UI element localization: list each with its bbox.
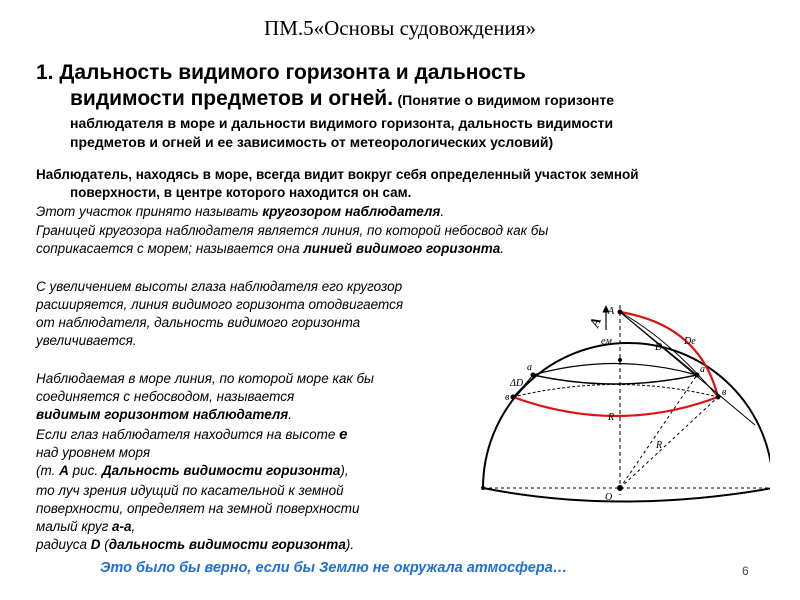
point-mid-circle — [618, 358, 622, 362]
section-heading-text: Дальность видимого горизонта и дальность — [59, 61, 526, 84]
para4-line1: С увеличением высоты глаза наблюдателя его кругозор — [36, 279, 403, 294]
para6-line6-c: , — [131, 519, 136, 534]
para6-line6-a: малый круг — [36, 519, 113, 534]
label-v-left: в — [505, 392, 510, 403]
para6-line3-a: (т. — [36, 463, 60, 478]
para4-line2: расширяется, линия видимого горизонта отодвигается — [36, 297, 404, 312]
para6-line3-e: ), — [340, 463, 349, 478]
label-eM: eм — [601, 336, 612, 347]
para5-term: видимым горизонтом наблюдателя — [36, 407, 289, 422]
point-a-right — [695, 373, 700, 378]
section-heading-line1 — [36, 60, 526, 86]
para6-line3-d: Дальность видимости горизонта — [101, 463, 341, 478]
para4-line4: увеличивается. — [36, 333, 137, 348]
section-heading-line2-text: видимости предметов и огней. — [70, 87, 394, 110]
para5-line3 — [36, 406, 292, 424]
horizon-diagram — [470, 295, 770, 525]
para6-line1-text: Если глаз наблюдателя находится на высоте — [36, 427, 340, 442]
point-v-left — [511, 395, 516, 400]
para1-line1: Наблюдатель, находясь в море, всегда видит вокруг себя определенный участок земной — [36, 167, 639, 182]
para5-line2: соединяется с небосводом, называется — [36, 389, 295, 404]
para6-line3-c: рис. — [68, 463, 102, 478]
point-a-left — [531, 373, 536, 378]
para6-line3 — [36, 462, 349, 480]
para6-line7-a: радиуса — [36, 537, 91, 552]
label-De: Dе — [684, 336, 696, 347]
radius-to-a — [620, 375, 697, 488]
label-delta-d: ΔD — [510, 378, 524, 389]
para3-line2 — [36, 240, 504, 258]
section-number: 1. — [36, 61, 54, 84]
section-subtitle-line3: предметов и огней и ее зависимость от метеорологических условий) — [70, 134, 554, 150]
section-subtitle-line2: наблюдателя в море и дальности видимого горизонта, дальность видимости — [70, 115, 614, 131]
para5-end: . — [288, 407, 292, 422]
para6-line7-d: дальность видимости горизонта — [108, 537, 346, 552]
para6-line6 — [36, 518, 135, 536]
para6-line7-e: ). — [345, 537, 355, 552]
label-height-arrow: A — [587, 315, 606, 330]
para6-line5: поверхности, определяет на земной поверхности — [36, 501, 360, 516]
para6-line3-b: А — [59, 463, 69, 478]
small-circle-a-back — [533, 364, 697, 376]
label-D: D — [655, 342, 663, 353]
label-v-right: в — [722, 387, 727, 398]
para6-line1 — [36, 426, 347, 444]
para6-line7-b: D — [90, 537, 101, 552]
para6-line4: то луч зрения идущий по касательной к земной — [36, 483, 344, 498]
point-v-right — [716, 395, 721, 400]
para4-line3: от наблюдателя, дальность видимого горизонта — [36, 315, 361, 330]
base-arc — [483, 488, 770, 502]
label-R-vertical: R — [608, 412, 615, 423]
label-R-diag: R — [656, 440, 663, 451]
section-subtitle-line1: (Понятие о видимом горизонте — [397, 92, 615, 108]
point-O — [617, 485, 623, 491]
horizon-circle-back — [513, 385, 718, 398]
label-A: A — [608, 306, 615, 317]
label-O: O — [605, 492, 613, 503]
para3-line2-text: соприкасается с морем; называется она — [36, 241, 304, 256]
para3-term: линией видимого горизонта — [303, 241, 501, 256]
para6-line6-b: а-а — [112, 519, 132, 534]
para6-line2: над уровнем моря — [36, 445, 151, 460]
para5-line1: Наблюдаемая в море линия, по которой море как бы — [36, 371, 374, 386]
page-title: ПМ.5«Основы судовождения» — [264, 16, 536, 40]
tangent-line — [620, 312, 755, 425]
label-a-left: a — [527, 362, 532, 373]
page-number: 6 — [742, 564, 749, 578]
para1-line2: поверхности, в центре которого находится он сам. — [70, 185, 412, 200]
small-circle-a-front — [533, 375, 697, 384]
para3-line1: Границей кругозора наблюдателя является линия, по которой небосвод как бы — [36, 223, 549, 238]
para2 — [36, 203, 444, 221]
para6-var-e: е — [339, 426, 348, 443]
section-heading-line2 — [70, 86, 614, 114]
point-left-base — [481, 486, 485, 490]
label-a-right: a — [700, 364, 705, 375]
para3-line2-end: . — [500, 241, 504, 256]
footer-note: Это было бы верно, если бы Землю не окружала атмосфера… — [100, 560, 568, 576]
para2-text: Этот участок принято называть — [36, 204, 263, 219]
para2-end: . — [440, 204, 445, 219]
para2-term: кругозором наблюдателя — [262, 204, 441, 219]
point-A — [618, 310, 623, 315]
para6-line7-c: ( — [100, 537, 109, 552]
horizon-circle-front — [513, 397, 718, 416]
para6-line7 — [36, 536, 354, 554]
